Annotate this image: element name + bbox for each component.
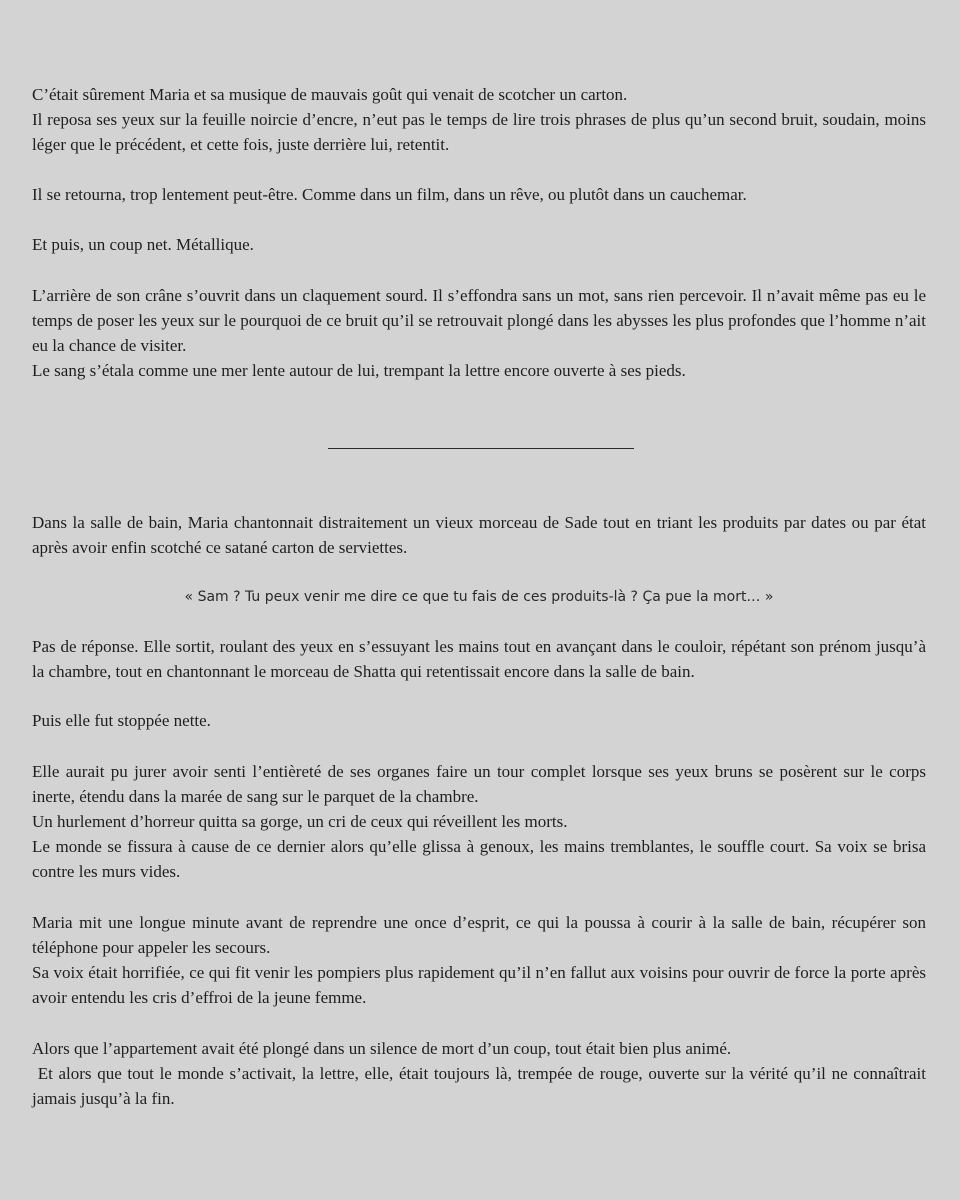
part1-block-2 <box>32 182 926 207</box>
part2-paragraph-1: Dans la salle de bain, Maria chantonnait distraitement un vieux morceau de Sade tout en triant les produits par dates ou par état après avoir enfin scotché ce satané carton de serviettes. <box>32 513 926 557</box>
part1-paragraph-5: L’arrière de son crâne s’ouvrit dans un claquement sourd. Il s’effondra sans un mot, sans rien percevoir. Il n’avait même pas eu le temps de poser les yeux sur le pourquoi de ce bruit qu’il se retrouvait plongé dans les abysses les plus profondes que l’homme n’ait eu la chance de visiter. <box>32 286 926 355</box>
part2-block-5 <box>32 910 926 1010</box>
part2-block-4 <box>32 759 926 884</box>
part2-paragraph-2: Pas de réponse. Elle sortit, roulant des yeux en s’essuyant les mains tout en avançant dans le couloir, répétant son prénom jusqu’à la chambre, tout en chantonnant le morceau de Shatta qui retentissait encore dans la salle de bain. <box>32 637 926 681</box>
part2-block-6 <box>32 1036 931 1111</box>
part1-paragraph-3: Il se retourna, trop lentement peut-être. Comme dans un film, dans un rêve, ou plutôt dans un cauchemar. <box>32 185 747 204</box>
part2-paragraph-7: Maria mit une longue minute avant de reprendre une once d’esprit, ce qui la poussa à courir à la salle de bain, récupérer son téléphone pour appeler les secours. <box>32 913 926 957</box>
part1-block-3 <box>32 232 926 257</box>
part1-block-4 <box>32 283 926 383</box>
part2-paragraph-10: Et alors que tout le monde s’activait, la lettre, elle, était toujours là, trempée de rouge, ouverte sur la vérité qu’il ne connaîtrait jamais jusqu’à la fin. <box>32 1064 931 1108</box>
part2-paragraph-3: Puis elle fut stoppée nette. <box>32 711 211 730</box>
part1-paragraph-1: C’était sûrement Maria et sa musique de mauvais goût qui venait de scotcher un carton. <box>32 85 628 104</box>
part2-paragraph-5: Un hurlement d’horreur quitta sa gorge, un cri de ceux qui réveillent les morts. <box>32 812 568 831</box>
part2-paragraph-6: Le monde se fissura à cause de ce dernier alors qu’elle glissa à genoux, les mains tremblantes, le souffle court. Sa voix se brisa contre les murs vides. <box>32 837 926 881</box>
dialogue-line: « Sam ? Tu peux venir me dire ce que tu fais de ces produits-là ? Ça pue la mort… » <box>184 589 774 605</box>
part1-block-1 <box>32 82 926 157</box>
part2-block-3 <box>32 708 926 733</box>
part1-paragraph-6: Le sang s’étala comme une mer lente autour de lui, trempant la lettre encore ouverte à ses pieds. <box>32 361 686 380</box>
part1-paragraph-2: Il reposa ses yeux sur la feuille noircie d’encre, n’eut pas le temps de lire trois phrases de plus qu’un second bruit, soudain, moins léger que le précédent, et cette fois, juste derrière lui, retentit. <box>32 110 926 154</box>
part2-block-1 <box>32 510 926 560</box>
part1-paragraph-4: Et puis, un coup net. Métallique. <box>32 235 254 254</box>
part2-paragraph-8: Sa voix était horrifiée, ce qui fit venir les pompiers plus rapidement qu’il n’en fallut aux voisins pour ouvrir de force la porte après avoir entendu les cris d’effroi de la jeune femme. <box>32 963 926 1007</box>
part2-paragraph-4: Elle aurait pu jurer avoir senti l’entièreté de ses organes faire un tour complet lorsque ses yeux bruns se posèrent sur le corps inerte, étendu dans la marée de sang sur le parquet de la chambre. <box>32 762 926 806</box>
part2-paragraph-9: Alors que l’appartement avait été plongé dans un silence de mort d’un coup, tout était bien plus animé. <box>32 1039 732 1058</box>
section-divider <box>328 448 634 449</box>
part2-block-2 <box>32 634 926 684</box>
